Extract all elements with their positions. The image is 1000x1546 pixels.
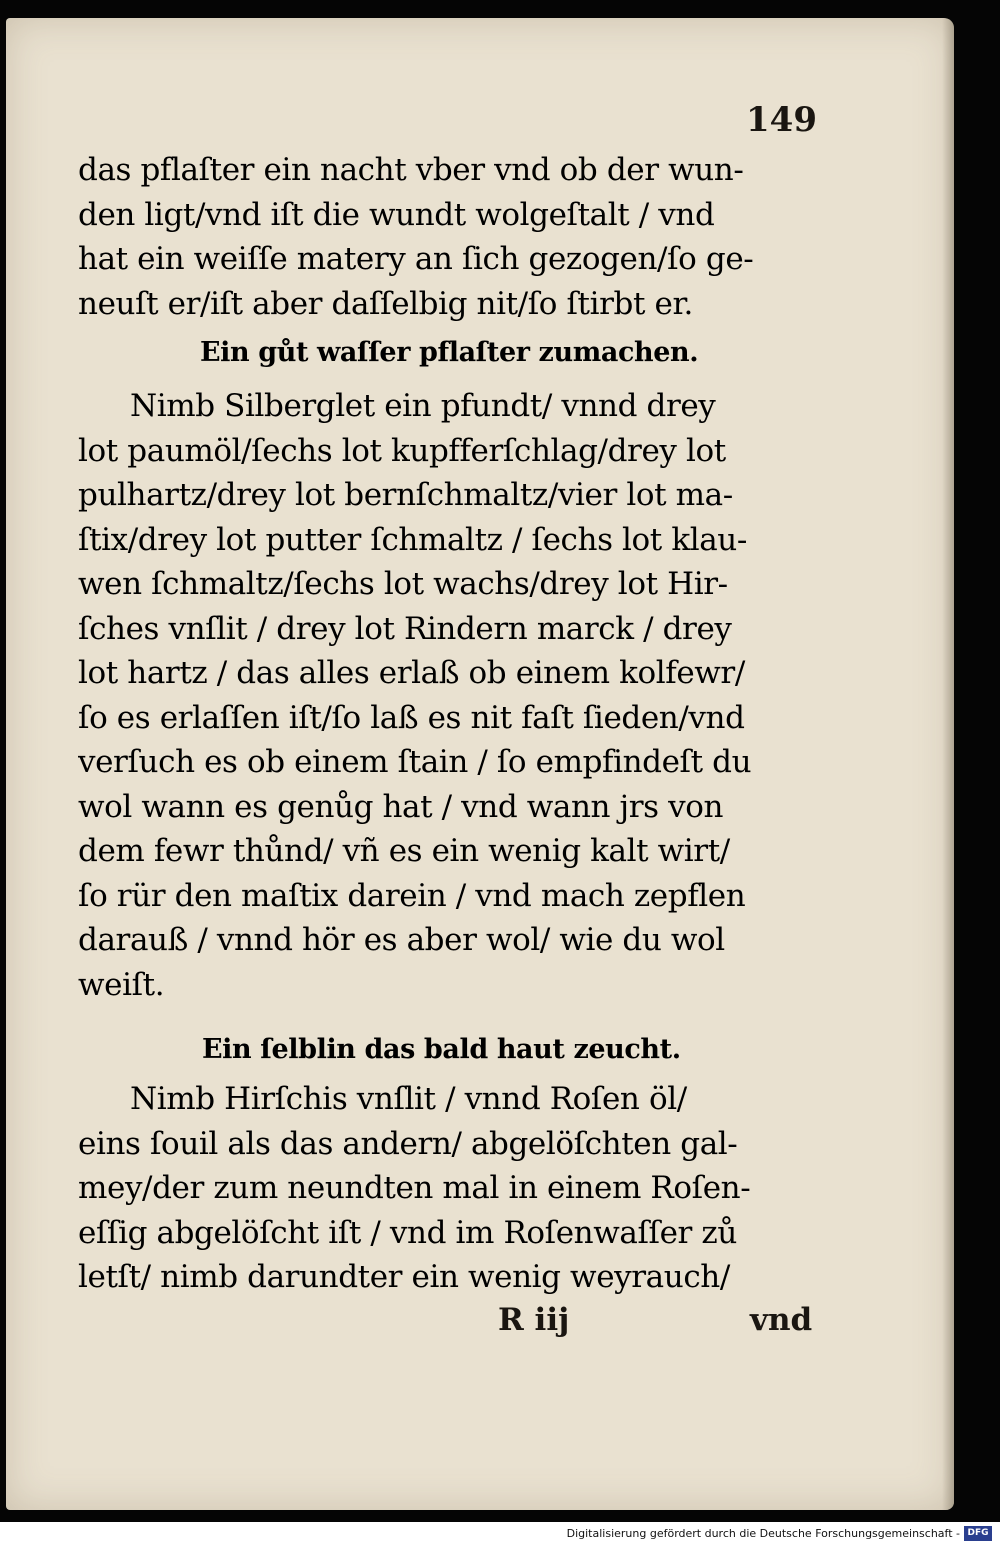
text-line: lot hartz / das alles erlaß ob einem kolfewr/ (78, 655, 745, 691)
dfg-logo-icon: DFG (964, 1526, 992, 1541)
text-line: Nimb Silberglet ein pfundt/ vnnd drey (130, 388, 716, 424)
signature-mark: R iij (498, 1302, 570, 1338)
catchword: vnd (750, 1302, 813, 1338)
recipe-paragraph (78, 1077, 818, 1300)
funding-footer (0, 1522, 1000, 1546)
text-line: hat ein weiſſe matery an ſich gezogen/ſo ge- (78, 241, 754, 277)
text-line: ſches vnſlit / drey lot Rindern marck / drey (78, 610, 732, 647)
text-line: neuſt er/iſt aber daſſelbig nit/ſo ſtirbt er. (78, 285, 693, 322)
text-line: ſo rür den maſtix darein / vnd mach zepflen (78, 877, 746, 914)
folio-number: 149 (746, 100, 817, 140)
paragraph-continuation (78, 148, 818, 326)
text-line: Nimb Hirſchis vnſlit / vnnd Roſen öl/ (130, 1081, 687, 1117)
page-edge-shadow (942, 18, 954, 1510)
text-line: wol wann es genůg hat / vnd wann jrs von (78, 788, 724, 825)
text-line: wen ſchmaltz/ſechs lot wachs/drey lot Hir- (78, 566, 728, 602)
text-line: dem fewr thůnd/ vñ es ein wenig kalt wirt/ (78, 833, 730, 869)
text-line: ſtix/drey lot putter ſchmaltz / ſechs lot klau- (78, 521, 747, 558)
footer-credit: Digitalisierung gefördert durch die Deutsche Forschungsgemeinschaft - (566, 1527, 960, 1540)
section-heading: Ein gůt waſſer pflaſter zumachen. (200, 337, 699, 368)
page-foot-line (78, 1302, 818, 1346)
text-line: eins ſouil als das andern/ abgelöſchten gal- (78, 1125, 738, 1162)
text-line: pulhartz/drey lot bernſchmaltz/vier lot ma- (78, 477, 733, 513)
text-line: lot paumöl/ſechs lot kupfferſchlag/drey lot (78, 432, 726, 469)
text-line: mey/der zum neundten mal in einem Roſen- (78, 1170, 751, 1206)
text-line: das pflaſter ein nacht vber vnd ob der wun- (78, 152, 744, 188)
text-line: eſſig abgelöſcht iſt / vnd im Roſenwaſſer zů (78, 1214, 737, 1251)
text-line: den ligt/vnd iſt die wundt wolgeſtalt / vnd (78, 196, 715, 233)
text-line: letſt/ nimb darundter ein wenig weyrauch/ (78, 1259, 730, 1295)
recipe-paragraph (78, 384, 818, 1007)
section-heading: Ein ſelblin das bald haut zeucht. (202, 1034, 681, 1065)
text-line: ſo es erlaſſen iſt/ſo laß es nit faſt ſieden/vnd (78, 699, 745, 736)
text-line: weiſt. (78, 966, 165, 1003)
text-line: darauß / vnnd hör es aber wol/ wie du wol (78, 922, 725, 958)
text-line: verſuch es ob einem ſtain / ſo empfindeſt du (78, 744, 752, 780)
